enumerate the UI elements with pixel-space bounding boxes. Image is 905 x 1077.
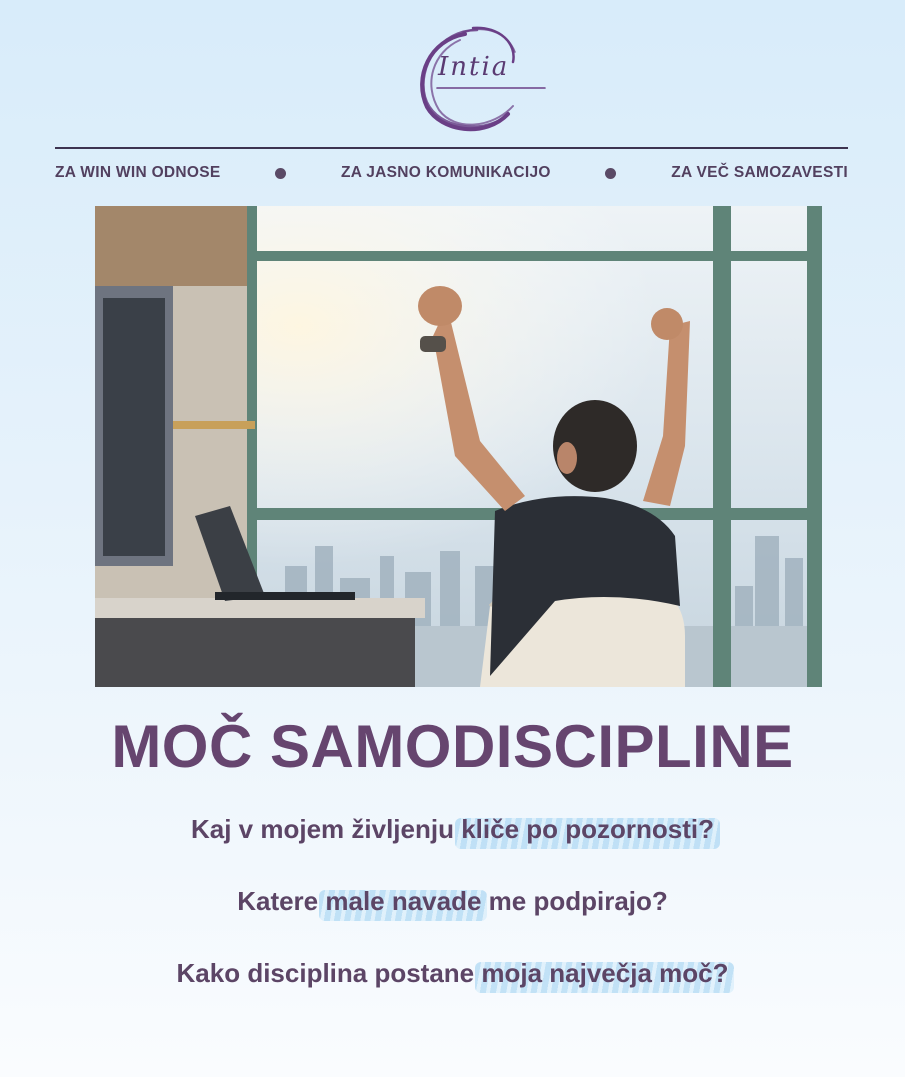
logo-text: Intia (438, 52, 510, 82)
question-1 (0, 814, 905, 845)
header-divider (55, 147, 848, 149)
question-3-text: Kako disciplina postane (176, 958, 482, 988)
tag-communication: ZA JASNO KOMUNIKACIJO (340, 164, 551, 181)
tag-win-win: ZA WIN WIN ODNOSE (55, 164, 221, 181)
page-title: MOČ SAMODISCIPLINE (111, 713, 794, 780)
bullet-dot-icon (605, 168, 616, 179)
bullet-dot-icon (275, 168, 286, 179)
question-2-text: Katere (237, 886, 326, 916)
question-3 (0, 958, 905, 989)
question-1-highlight: kliče po pozornosti? (461, 814, 714, 844)
hero-photo (95, 206, 822, 687)
question-2 (0, 886, 905, 917)
question-3-highlight: moja največja moč? (481, 958, 729, 988)
tagline-row (55, 160, 848, 186)
question-1-text: Kaj v mojem življenju (191, 814, 462, 844)
question-2-tail: me podpirajo? (481, 886, 668, 916)
question-2-highlight: male navade (325, 886, 482, 916)
tag-confidence: ZA VEČ SAMOZAVESTI (671, 164, 848, 181)
